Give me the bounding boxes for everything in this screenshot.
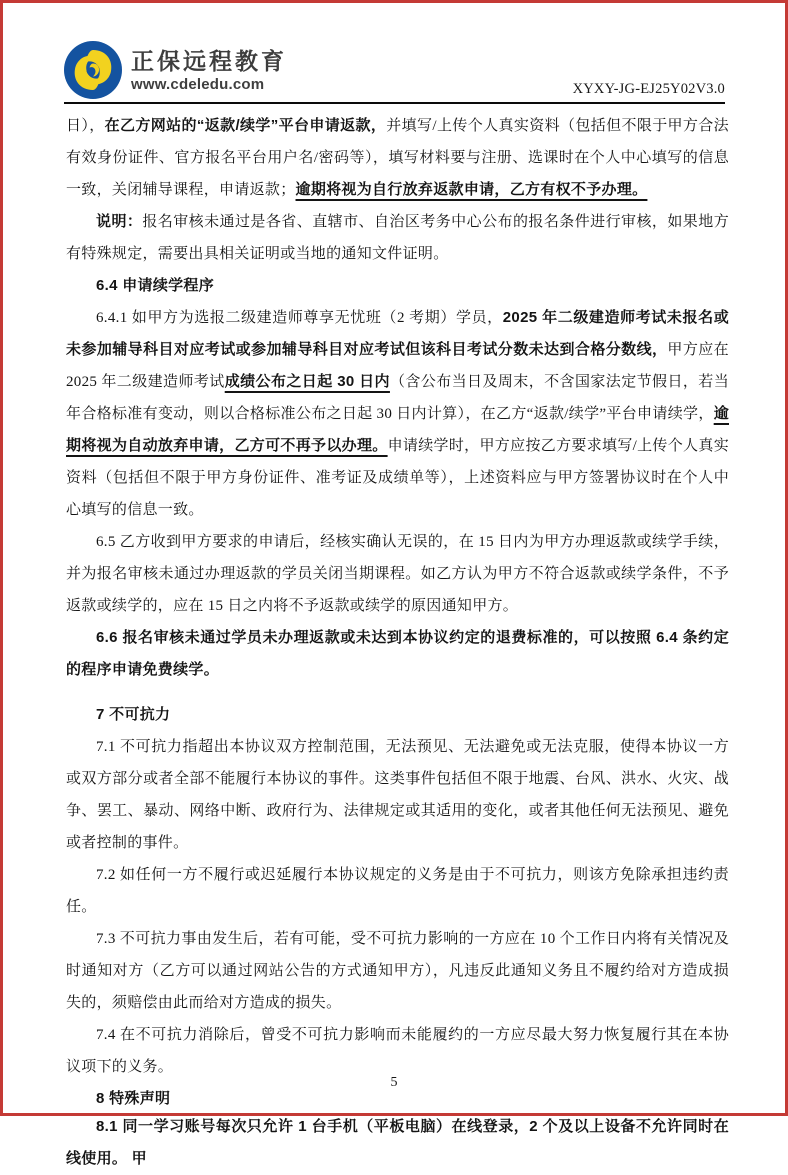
page-number: 5 (390, 1075, 398, 1090)
company-name: 正保远程教育 (131, 47, 287, 74)
text-run: 6.5 乙方收到甲方要求的申请后，经核实确认无误的，在 15 日内为甲方办理返款或续学手续，并为报名审核未通过办理返款的学员关闭当期课程。如乙方认为甲方不符合返款或续学条件，不予返款或续学的，应在 15 日之内将不予返款或续学的原因通知甲方。 (66, 534, 729, 614)
document-body (66, 110, 729, 1175)
text-run: 甲方应在 2025 年二级建造师考试 (66, 342, 729, 390)
paragraph (66, 622, 729, 686)
text-run: 8.1 同一学习账号每次只允许 1 台手机（平板电脑）在线登录，2 个及以上设备不允许同时在线使用。 甲 (66, 1118, 729, 1167)
paragraph (66, 302, 729, 526)
logo-text (131, 47, 287, 94)
section-heading (66, 270, 729, 302)
paragraph (66, 110, 729, 206)
text-run: 并填写/上传个人真实资料（包括但不限于甲方合法有效身份证件、官方报名平台用户名/密码等），填写材料要与注册、选课时在个人中心填写的信息一致，关闭辅导课程，申请返款； (66, 118, 729, 198)
text-run: 逾期将视为自行放弃返款申请，乙方有权不予办理。 (295, 181, 648, 198)
text-run: 在乙方网站的“返款/续学”平台申请返款， (104, 117, 387, 134)
text-run: 说明： (96, 213, 143, 230)
text-run: 8 特殊声明 (96, 1090, 171, 1107)
text-run: 逾期将视为自动放弃申请，乙方可不再予以办理。 (66, 405, 729, 454)
text-run: 6.4.1 如甲方为选报二级建造师尊享无忧班（2 考期）学员， (96, 310, 503, 326)
paragraph (66, 1111, 729, 1175)
text-run: 2025 年二级建造师考试未报名或未参加辅导科目对应考试或参加辅导科目对应考试但该科目考试分数未达到合格分数线， (66, 309, 730, 358)
text-run: 成绩公布之日起 30 日内 (224, 373, 390, 390)
paragraph (66, 923, 729, 1019)
swirl-globe-icon (64, 41, 122, 99)
header-divider (64, 102, 725, 104)
paragraph (66, 206, 729, 270)
paragraph (66, 1019, 729, 1083)
text-run: 7.4 在不可抗力消除后，曾受不可抗力影响而未能履约的一方应尽最大努力恢复履行其在本协议项下的义务。 (66, 1027, 729, 1075)
company-website: www.cdeledu.com (131, 75, 265, 93)
text-run: 6.6 报名审核未通过学员未办理返款或未达到本协议约定的退费标准的，可以按照 6.4 条约定的程序申请免费续学。 (66, 629, 729, 678)
paragraph (66, 859, 729, 923)
paragraph (66, 526, 729, 622)
text-run: 申请续学时，甲方应按乙方要求填写/上传个人真实资料（包括但不限于甲方身份证件、准考证及成绩单等），上述资料应与甲方签署协议时在个人中心填写的信息一致。 (66, 438, 729, 518)
text-run: 7.3 不可抗力事由发生后，若有可能，受不可抗力影响的一方应在 10 个工作日内将有关情况及时通知对方（乙方可以通过网站公告的方式通知甲方），凡违反此通知义务且不履约给对方造成损失的，须赔偿由此而给对方造成的损失。 (66, 931, 729, 1011)
company-logo (64, 41, 287, 99)
text-run: 7.1 不可抗力指超出本协议双方控制范围，无法预见、无法避免或无法克服，使得本协议一方或双方部分或者全部不能履行本协议的事件。这类事件包括但不限于地震、台风、洪水、火灾、战争、罢工、暴动、网络中断、政府行为、法律规定或其适用的变化，或者其他任何无法预见、避免或者控制的事件。 (66, 739, 729, 851)
text-run: 日）， (66, 118, 105, 134)
text-run: 7.2 如任何一方不履行或迟延履行本协议规定的义务是由于不可抗力，则该方免除承担违约责任。 (66, 867, 729, 915)
section-heading (66, 699, 729, 731)
page-footer (3, 1075, 785, 1091)
text-run: 6.4 申请续学程序 (96, 277, 215, 294)
text-run: 7 不可抗力 (96, 706, 171, 723)
text-run: （含公布当日及周末，不含国家法定节假日，若当年合格标准有变动，则以合格标准公布之日起 30 日内计算），在乙方“返款/续学”平台申请续学， (66, 374, 730, 422)
text-run: 报名审核未通过是各省、直辖市、自治区考务中心公布的报名条件进行审核，如果地方有特殊规定，需要出具相关证明或当地的通知文件证明。 (66, 214, 729, 262)
document-code: XYXY-JG-EJ25Y02V3.0 (572, 81, 725, 97)
paragraph (66, 731, 729, 859)
page-header (64, 41, 725, 99)
